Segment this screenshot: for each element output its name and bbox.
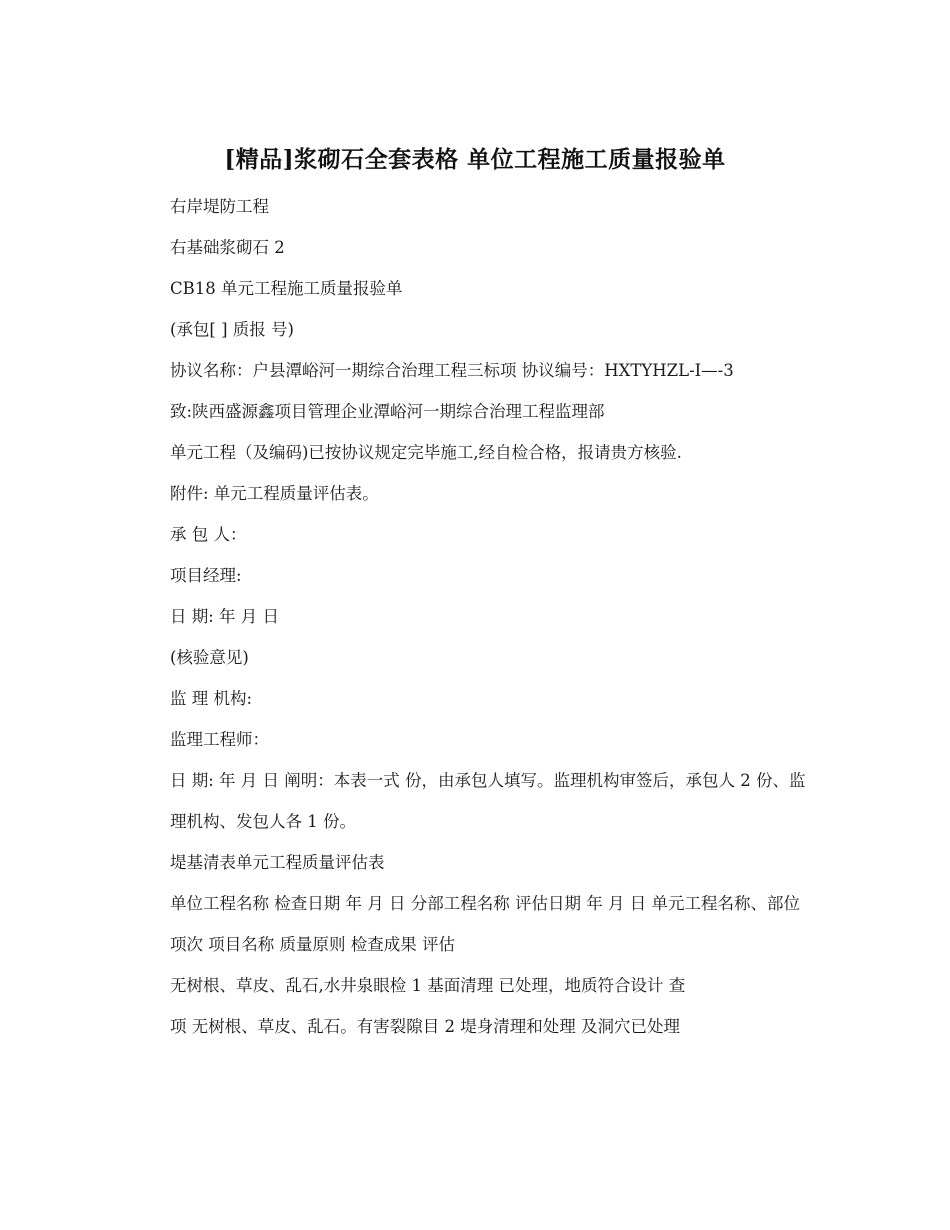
paragraph-contractor: 承 包 人： [170, 525, 247, 544]
document-title: [精品]浆砌石全套表格 单位工程施工质量报验单 [224, 146, 726, 173]
paragraph-supervisor-org: 监 理 机构: [170, 689, 253, 708]
paragraph-form-number: (承包[ ] 质报 号) [170, 320, 294, 339]
paragraph-date-note: 日 期: 年 月 日 阐明：本表一式 份，由承包人填写。监理机构审签后，承包人 2 份、监 [170, 771, 806, 790]
paragraph-item-2: 项 无树根、草皮、乱石。有害裂隙目 2 堤身清理和处理 及洞穴已处理 [170, 1017, 680, 1036]
paragraph-form-title: CB18 单元工程施工质量报验单 [170, 279, 403, 298]
paragraph-attachment: 附件: 单元工程质量评估表。 [170, 484, 379, 503]
paragraph-item-1: 无树根、草皮、乱石,水井泉眼检 1 基面清理 已处理，地质符合设计 查 [170, 976, 686, 995]
paragraph-opinion: (核验意见) [170, 648, 249, 667]
document-body [141, 186, 809, 1047]
paragraph-unit: 右基础浆砌石 2 [170, 238, 285, 257]
paragraph-eval-title: 堤基清表单元工程质量评估表 [170, 853, 385, 872]
paragraph-addressee: 致:陕西盛源鑫项目管理企业潭峪河一期综合治理工程监理部 [170, 402, 605, 421]
paragraph-agreement: 协议名称：户县潭峪河一期综合治理工程三标项 协议编号：HXTYHZL-I—-3 [170, 361, 734, 380]
paragraph-date: 日 期: 年 月 日 [170, 607, 280, 626]
paragraph-statement: 单元工程（及编码)已按协议规定完毕施工,经自检合格，报请贵方核验. [170, 443, 682, 462]
paragraph-columns: 项次 项目名称 质量原则 检查成果 评估 [170, 935, 455, 954]
paragraph-eval-header: 单位工程名称 检查日期 年 月 日 分部工程名称 评估日期 年 月 日 单元工程名称、部位 [170, 894, 800, 913]
paragraph-project-manager: 项目经理: [170, 566, 242, 585]
paragraph-copies: 理机构、发包人各 1 份。 [170, 812, 356, 831]
paragraph-project: 右岸堤防工程 [170, 197, 269, 216]
paragraph-supervisor-engineer: 监理工程师： [170, 730, 269, 749]
